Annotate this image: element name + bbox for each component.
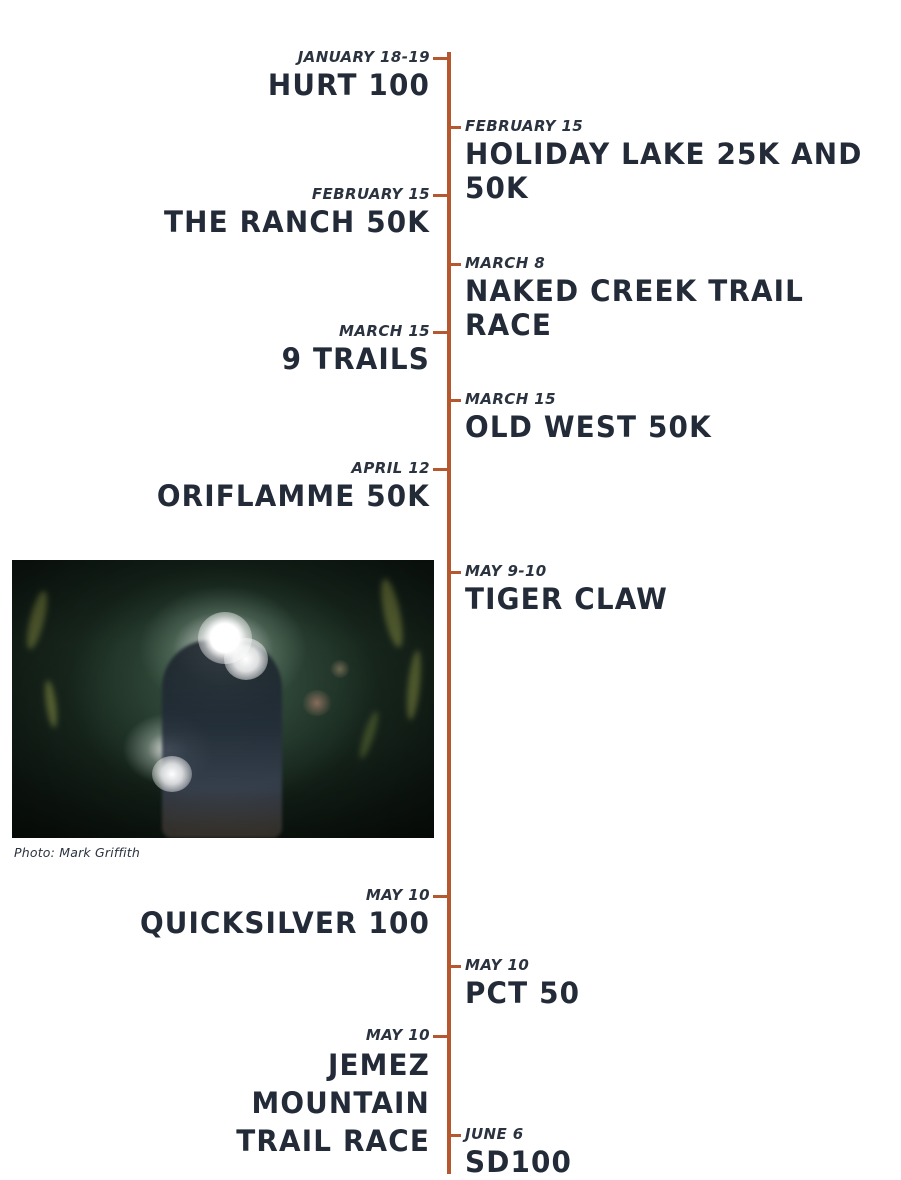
timeline-tick xyxy=(447,126,461,129)
timeline-tick xyxy=(447,263,461,266)
event-date: FEBRUARY 15 xyxy=(465,117,584,135)
event-date: MAY 9-10 xyxy=(465,562,547,580)
event-date: MARCH 15 xyxy=(465,390,556,408)
event-name: NAKED CREEK TRAIL RACE xyxy=(465,274,805,342)
event-name: JEMEZ MOUNTAIN TRAIL RACE xyxy=(236,1048,430,1158)
event-name: TIGER CLAW xyxy=(465,582,669,616)
event-name: HURT 100 xyxy=(267,68,430,102)
timeline-tick xyxy=(433,57,447,60)
event-date: MAY 10 xyxy=(365,886,430,904)
timeline-event xyxy=(0,459,430,513)
event-date: MAY 10 xyxy=(465,956,530,974)
timeline-tick xyxy=(433,331,447,334)
event-name: PCT 50 xyxy=(465,976,581,1010)
timeline-tick xyxy=(433,468,447,471)
timeline-event xyxy=(465,562,895,616)
photo-vignette xyxy=(12,560,434,838)
timeline-tick xyxy=(447,571,461,574)
timeline-event xyxy=(465,117,895,205)
photo-credit: Photo: Mark Griffith xyxy=(14,845,141,860)
timeline-event xyxy=(0,322,430,376)
photo-block xyxy=(12,560,434,860)
timeline-event xyxy=(0,886,430,940)
timeline-tick xyxy=(433,194,447,197)
event-name: ORIFLAMME 50K xyxy=(156,479,430,513)
timeline-tick xyxy=(447,1134,461,1137)
event-date: APRIL 12 xyxy=(351,459,430,477)
trail-runner-photo xyxy=(12,560,434,838)
timeline-event xyxy=(0,1026,430,1160)
event-name: HOLIDAY LAKE 25K AND 50K xyxy=(465,137,863,205)
timeline-tick xyxy=(447,965,461,968)
event-date: JUNE 6 xyxy=(465,1125,524,1143)
event-name: QUICKSILVER 100 xyxy=(139,906,430,940)
timeline-event xyxy=(465,390,895,444)
event-date: MARCH 15 xyxy=(339,322,430,340)
event-name: 9 TRAILS xyxy=(281,342,430,376)
event-name: OLD WEST 50K xyxy=(465,410,712,444)
timeline-tick xyxy=(433,1035,447,1038)
timeline-event xyxy=(465,254,895,342)
timeline-tick xyxy=(447,399,461,402)
timeline-event xyxy=(465,956,895,1010)
timeline-event xyxy=(0,48,430,102)
event-name: SD100 xyxy=(465,1145,573,1179)
timeline-tick xyxy=(433,895,447,898)
event-date: MAY 10 xyxy=(365,1026,430,1044)
timeline-event xyxy=(465,1125,895,1179)
timeline-spine xyxy=(447,52,451,1174)
event-date: JANUARY 18-19 xyxy=(297,48,430,66)
event-date: MARCH 8 xyxy=(465,254,546,272)
event-name: THE RANCH 50K xyxy=(163,205,431,239)
timeline-event xyxy=(0,185,430,239)
event-date: FEBRUARY 15 xyxy=(311,185,430,203)
